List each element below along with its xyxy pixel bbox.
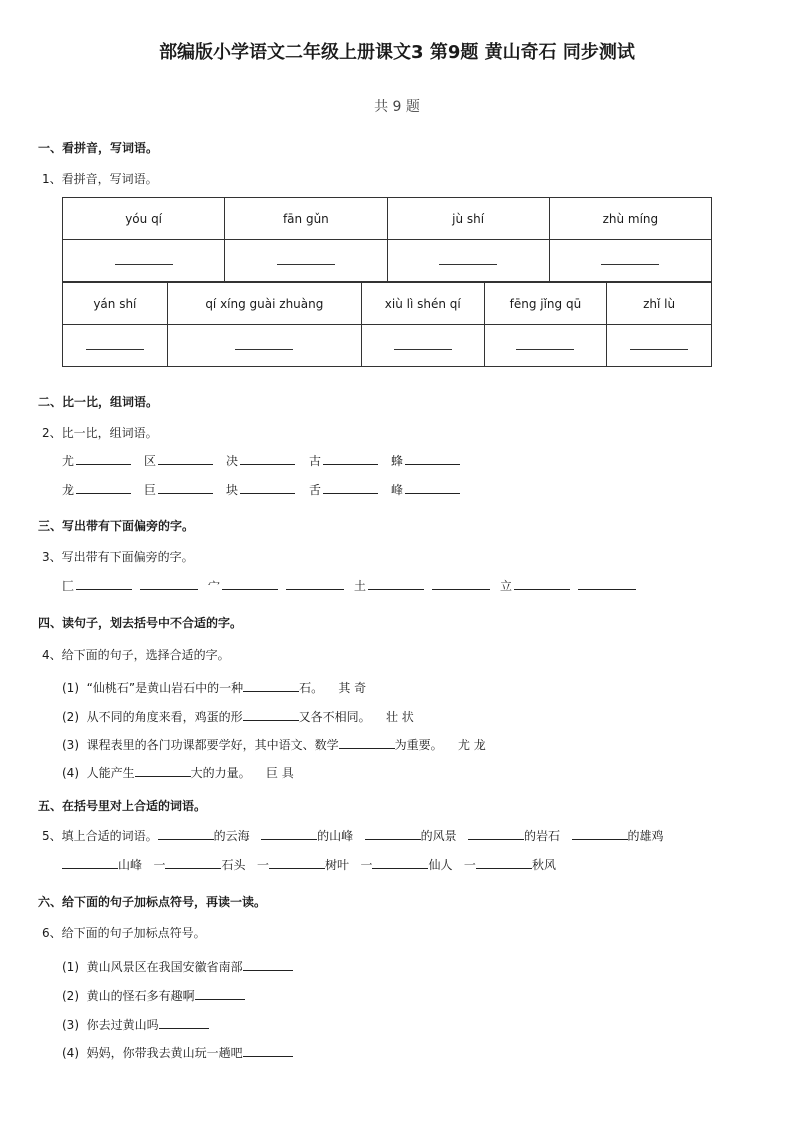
answer-blank[interactable] [158,453,213,465]
compare-item: 块 [226,481,295,498]
answer-blank[interactable] [439,258,497,265]
radical-item: 土 [354,577,490,594]
answer-cell[interactable] [167,325,361,367]
answer-blank[interactable] [572,828,628,840]
answer-blank[interactable] [243,1045,293,1057]
answer-blank[interactable] [195,988,245,1000]
punctuation-item: (4) 妈妈，你带我去黄山玩一趟吧 [62,1044,293,1061]
answer-cell[interactable] [361,325,484,367]
answer-blank[interactable] [323,453,378,465]
pinyin-cell: zhǐ lù [607,283,712,325]
answer-blank[interactable] [76,578,132,590]
question-2: 2、比一比，组词语。 [42,426,158,440]
answer-blank[interactable] [165,857,221,869]
sentence-item: (3) 课程表里的各门功课都要学好，其中语文、数学 为重要。 尤 龙 [62,738,486,752]
page-title: 部编版小学语文二年级上册课文3 第9题 黄山奇石 同步测试 [159,42,635,63]
compare-item: 舌 [309,481,378,498]
answer-blank[interactable] [601,258,659,265]
answer-blank[interactable] [514,578,570,590]
answer-blank[interactable] [261,828,317,840]
answer-blank[interactable] [115,258,173,265]
compare-item: 古 [309,452,378,469]
answer-blank[interactable] [158,482,213,494]
compare-item: 决 [226,452,295,469]
choice-options[interactable]: 尤 龙 [457,738,486,752]
section-3-header: 三、写出带有下面偏旁的字。 [38,519,195,533]
answer-blank[interactable] [240,453,295,465]
answer-blank[interactable] [135,765,191,777]
answer-cell[interactable] [484,325,607,367]
answer-blank[interactable] [405,482,460,494]
pinyin-cell: yóu qí [63,198,225,240]
answer-blank[interactable] [339,737,395,749]
answer-cell[interactable] [607,325,712,367]
answer-blank[interactable] [368,578,424,590]
pinyin-cell: qí xíng guài zhuàng [167,283,361,325]
answer-blank[interactable] [243,680,299,692]
section-1-header: 一、看拼音，写词语。 [38,141,159,155]
answer-blank[interactable] [394,343,452,350]
answer-blank[interactable] [243,709,299,721]
sentence-item: (4) 人能产生 大的力量。 巨 具 [62,766,294,780]
answer-blank[interactable] [405,453,460,465]
answer-blank[interactable] [76,482,131,494]
answer-blank[interactable] [578,578,636,590]
answer-blank[interactable] [630,343,688,350]
answer-blank[interactable] [62,857,118,869]
punctuation-item: (1) 黄山风景区在我国安徽省南部 [62,958,293,975]
answer-blank[interactable] [159,1017,209,1029]
answer-blank[interactable] [235,343,293,350]
question-6: 6、给下面的句子加标点符号。 [42,926,206,940]
pinyin-cell: fēng jǐng qū [484,283,607,325]
compare-item: 蜂 [391,452,460,469]
pinyin-table-1 [62,197,712,282]
question-3: 3、写出带有下面偏旁的字。 [42,550,194,564]
compare-item: 巨 [144,481,213,498]
answer-blank[interactable] [323,482,378,494]
pinyin-table-2 [62,282,712,367]
answer-blank[interactable] [243,959,293,971]
sentence-item: (2) 从不同的角度来看，鸡蛋的形 又各不相同。 壮 状 [62,710,414,724]
answer-blank[interactable] [222,578,278,590]
compare-item: 尤 [62,452,131,469]
answer-blank[interactable] [277,258,335,265]
answer-blank[interactable] [76,453,131,465]
answer-cell[interactable] [63,325,168,367]
answer-blank[interactable] [158,828,214,840]
question-1: 1、看拼音，写词语。 [42,172,158,186]
answer-blank[interactable] [269,857,325,869]
choice-options[interactable]: 巨 具 [265,766,294,780]
section-4-header: 四、读句子，划去括号中不合适的字。 [38,616,243,630]
answer-blank[interactable] [468,828,524,840]
section-6-header: 六、给下面的句子加标点符号，再读一读。 [38,895,267,909]
answer-cell[interactable] [63,240,225,282]
pinyin-cell: jù shí [387,198,549,240]
radical-item: 匚 [62,577,198,594]
choice-options[interactable]: 其 奇 [338,681,367,695]
pinyin-cell: zhù míng [549,198,711,240]
answer-blank[interactable] [286,578,344,590]
compare-item: 区 [144,452,213,469]
radical-item: 立 [500,577,636,594]
answer-blank[interactable] [365,828,421,840]
answer-blank[interactable] [240,482,295,494]
sentence-item: (1) “仙桃石”是黄山岩石中的一种 石。 其 奇 [62,681,367,695]
question-count: 共 9 题 [374,99,420,115]
compare-item: 峰 [391,481,460,498]
punctuation-item: (3) 你去过黄山吗 [62,1016,209,1033]
section-5-header: 五、在括号里对上合适的词语。 [38,799,207,813]
answer-blank[interactable] [476,857,532,869]
answer-blank[interactable] [516,343,574,350]
pinyin-cell: fān gǔn [225,198,387,240]
question-4: 4、给下面的句子，选择合适的字。 [42,648,230,662]
punctuation-item: (2) 黄山的怪石多有趣啊 [62,987,245,1004]
pinyin-cell: yán shí [63,283,168,325]
section-2-header: 二、比一比，组词语。 [38,395,159,409]
answer-blank[interactable] [432,578,490,590]
answer-blank[interactable] [140,578,198,590]
question-5: 5、填上合适的词语。 的云海 的山峰 的风景 的岩石 的雄鸡 [42,829,664,843]
radical-item: 宀 [208,577,344,594]
answer-blank[interactable] [86,343,144,350]
answer-blank[interactable] [372,857,428,869]
pinyin-cell: xiù lì shén qí [361,283,484,325]
answer-cell[interactable] [225,240,387,282]
compare-item: 龙 [62,481,131,498]
phrase-row: 山峰 一 石头 一 树叶 一 仙人 一 秋风 [62,856,556,873]
answer-cell[interactable] [549,240,711,282]
answer-cell[interactable] [387,240,549,282]
choice-options[interactable]: 壮 状 [385,710,414,724]
